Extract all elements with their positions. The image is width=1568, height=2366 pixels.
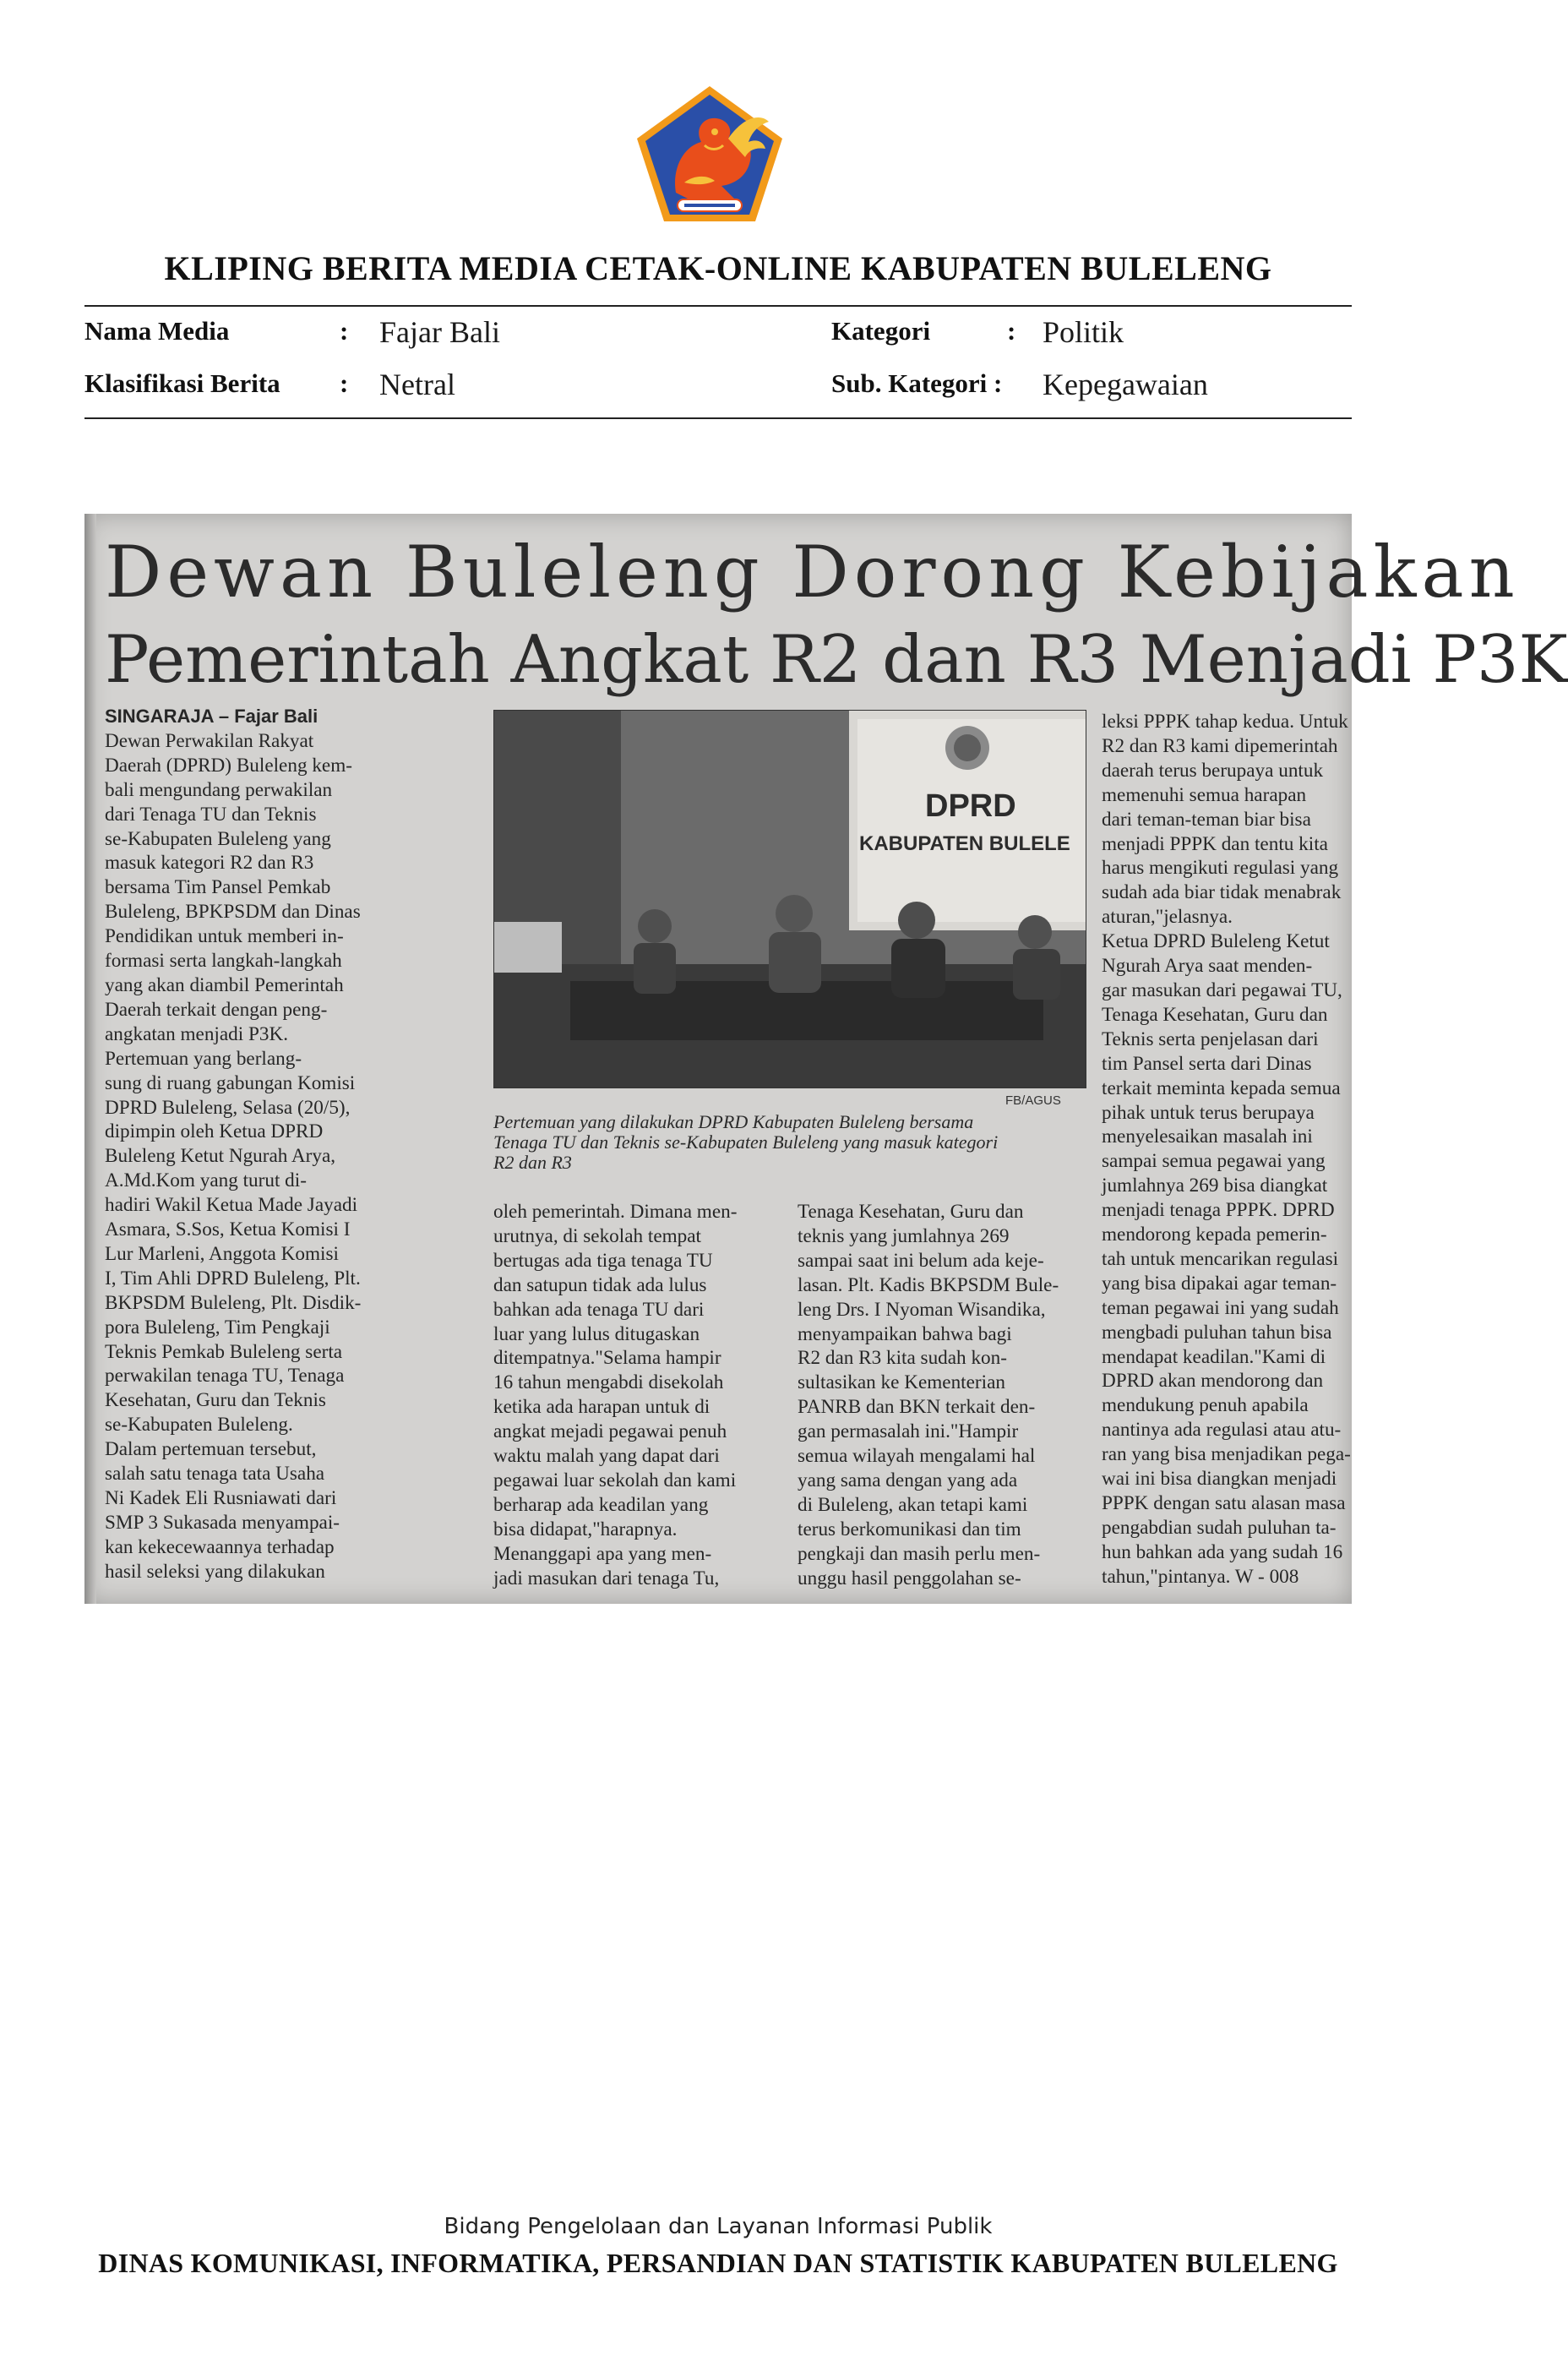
article-text-line: Tenaga Kesehatan, Guru dan xyxy=(1102,1003,1328,1026)
article-text-line: Dewan Perwakilan Rakyat xyxy=(105,729,314,752)
photo-banner-dprd: DPRD xyxy=(925,788,1016,824)
clipping-title: KLIPING BERITA MEDIA CETAK-ONLINE KABUPATEN BULELENG xyxy=(164,249,1272,287)
article-text-line: memenuhi semua harapan xyxy=(1102,783,1307,806)
article-column-4 xyxy=(1102,710,1351,1589)
article-text-line: daerah terus berupaya untuk xyxy=(1102,759,1324,782)
article-text-line: teknis yang jumlahnya 269 xyxy=(798,1224,1010,1247)
article-text-line: Ni Kadek Eli Rusniawati dari xyxy=(105,1487,337,1509)
newspaper-clipping xyxy=(84,514,1568,1604)
article-text-line: Teknis Pemkab Buleleng serta xyxy=(105,1340,343,1363)
article-text-line: SMP 3 Sukasada menyampai- xyxy=(105,1511,340,1534)
article-text-line: luar yang lulus ditugaskan xyxy=(493,1322,700,1345)
photo-credit: FB/AGUS xyxy=(1005,1093,1061,1108)
kategori-colon: : xyxy=(1007,316,1016,346)
article-text-line: ketika ada harapan untuk di xyxy=(493,1396,710,1419)
article-text-line: R2 dan R3 kami dipemerintah xyxy=(1102,734,1338,757)
article-text-line: ran yang bisa menjadikan pega- xyxy=(1102,1443,1351,1466)
article-text-line: Tenaga Kesehatan, Guru dan xyxy=(798,1201,1024,1223)
article-text-line: BKPSDM Buleleng, Plt. Disdik- xyxy=(105,1291,362,1314)
article-text-line: tahun,"pintanya. W - 008 xyxy=(1102,1565,1299,1588)
clipping-page-edge xyxy=(84,514,96,1604)
article-text-line: sultasikan ke Kementerian xyxy=(798,1371,1005,1394)
article-text-line: Teknis serta penjelasan dari xyxy=(1102,1028,1319,1050)
article-text-line: angkatan menjadi P3K. xyxy=(105,1022,289,1045)
caption-line: Pertemuan yang dilakukan DPRD Kabupaten Buleleng bersama xyxy=(493,1111,974,1132)
article-column-1 xyxy=(105,705,476,1584)
article-text-line: ditempatnya."Selama hampir xyxy=(493,1347,721,1370)
article-text-line: sampai saat ini belum ada keje- xyxy=(798,1249,1044,1272)
article-text-line: dipimpin oleh Ketua DPRD xyxy=(105,1120,324,1143)
article-text-line: pora Buleleng, Tim Pengkaji xyxy=(105,1316,330,1338)
article-text-line: R2 dan R3 kita sudah kon- xyxy=(798,1347,1007,1370)
regency-logo-icon xyxy=(634,83,786,225)
article-text-line: gar masukan dari pegawai TU, xyxy=(1102,979,1342,1001)
article-text-line: menjadi tenaga PPPK. DPRD xyxy=(1102,1199,1335,1222)
article-text-line: I, Tim Ahli DPRD Buleleng, Plt. xyxy=(105,1267,361,1289)
article-text-line: se-Kabupaten Buleleng. xyxy=(105,1414,293,1436)
article-text-line: Daerah (DPRD) Buleleng kem- xyxy=(105,754,352,777)
article-text-line: Daerah terkait dengan peng- xyxy=(105,998,328,1021)
article-text-line: di Buleleng, akan tetapi kami xyxy=(798,1493,1028,1516)
article-text-line: Ngurah Arya saat menden- xyxy=(1102,955,1313,978)
article-text-line: PANRB dan BKN terkait den- xyxy=(798,1396,1036,1419)
article-text-line: gan permasalah ini."Hampir xyxy=(798,1420,1019,1443)
headline-line-2: Pemerintah Angkat R2 dan R3 Menjadi P3K xyxy=(105,622,1568,698)
article-text-line: Kesehatan, Guru dan Teknis xyxy=(105,1389,326,1412)
article-text-line: menyampaikan bahwa bagi xyxy=(798,1322,1012,1345)
article-text-line: leng Drs. I Nyoman Wisandika, xyxy=(798,1298,1046,1321)
article-text-line: Menanggapi apa yang men- xyxy=(493,1542,712,1565)
article-text-line: Pertemuan yang berlang- xyxy=(105,1047,302,1070)
sub-kategori-value: Kepegawaian xyxy=(1043,368,1208,401)
article-text-line: mendapat keadilan."Kami di xyxy=(1102,1345,1326,1368)
article-text-line: harus mengikuti regulasi yang xyxy=(1102,857,1339,880)
dateline: SINGARAJA – Fajar Bali xyxy=(105,706,318,727)
article-text-line: mendorong kepada pemerin- xyxy=(1102,1224,1327,1246)
klasifikasi-colon: : xyxy=(340,368,349,398)
caption-line: Tenaga TU dan Teknis se-Kabupaten Buleleng yang masuk kategori xyxy=(493,1131,999,1153)
article-text-line: PPPK dengan satu alasan masa xyxy=(1102,1492,1346,1514)
article-text-line: Buleleng Ketut Ngurah Arya, xyxy=(105,1145,336,1168)
article-text-line: Pendidikan untuk memberi in- xyxy=(105,925,344,948)
article-text-line: menyelesaikan masalah ini xyxy=(1102,1126,1313,1148)
article-text-line: bertugas ada tiga tenaga TU xyxy=(493,1249,713,1272)
kategori-label: Kategori xyxy=(831,316,931,346)
article-text-line: Asmara, S.Sos, Ketua Komisi I xyxy=(105,1218,351,1241)
article-text-line: A.Md.Kom yang turut di- xyxy=(105,1169,307,1192)
sub-kategori-label: Sub. Kategori : xyxy=(831,368,1003,398)
article-text-line: pengkaji dan masih perlu men- xyxy=(798,1542,1041,1565)
article-text-line: se-Kabupaten Buleleng yang xyxy=(105,827,331,850)
article-text-line: dari Tenaga TU dan Teknis xyxy=(105,803,317,826)
article-text-line: sampai semua pegawai yang xyxy=(1102,1150,1326,1173)
article-text-line: dari teman-teman biar bisa xyxy=(1102,808,1311,831)
headline-line-1: Dewan Buleleng Dorong Kebijakan xyxy=(105,531,1520,613)
article-text-line: oleh pemerintah. Dimana men- xyxy=(493,1201,738,1223)
article-text-line: masuk kategori R2 dan R3 xyxy=(105,852,314,875)
article-column-3 xyxy=(798,1200,1085,1591)
article-text-line: Buleleng, BPKPSDM dan Dinas xyxy=(105,901,361,924)
article-text-line: tim Pansel serta dari Dinas xyxy=(1102,1052,1312,1075)
article-text-line: terus berkomunikasi dan tim xyxy=(798,1518,1021,1540)
article-text-line: 16 tahun mengabdi disekolah xyxy=(493,1371,724,1394)
article-text-line: pegawai luar sekolah dan kami xyxy=(493,1469,737,1491)
nama-media-label: Nama Media xyxy=(84,316,230,346)
article-text-line: unggu hasil penggolahan se- xyxy=(798,1567,1021,1589)
meeting-photo xyxy=(493,710,1086,1088)
article-text-line: Dalam pertemuan tersebut, xyxy=(105,1438,317,1461)
article-text-line: formasi serta langkah-langkah xyxy=(105,950,342,973)
article-text-line: Ketua DPRD Buleleng Ketut xyxy=(1102,930,1330,953)
article-text-line: mengbadi puluhan tahun bisa xyxy=(1102,1321,1332,1344)
photo-banner-kabupaten: KABUPATEN BULELE xyxy=(859,832,1070,855)
article-text-line: yang sama dengan yang ada xyxy=(798,1469,1018,1491)
article-text-line: pihak untuk terus berupaya xyxy=(1102,1101,1315,1124)
article-text-line: jadi masukan dari tenaga Tu, xyxy=(493,1567,720,1589)
article-text-line: bisa didapat,"harapnya. xyxy=(493,1518,678,1540)
article-text-line: DPRD akan mendorong dan xyxy=(1102,1370,1324,1393)
article-text-line: terkait meminta kepada semua xyxy=(1102,1077,1341,1099)
article-text-line: teman pegawai ini yang sudah xyxy=(1102,1296,1339,1319)
article-text-line: hasil seleksi yang dilakukan xyxy=(105,1560,325,1583)
article-text-line: angkat mejadi pegawai penuh xyxy=(493,1420,727,1443)
article-text-line: jumlahnya 269 bisa diangkat xyxy=(1102,1175,1328,1197)
article-text-line: semua wilayah mengalami hal xyxy=(798,1445,1036,1468)
article-text-line: leksi PPPK tahap kedua. Untuk xyxy=(1102,711,1348,733)
article-text-line: bali mengundang perwakilan xyxy=(105,778,333,801)
header-bottom-rule xyxy=(84,417,1352,419)
article-column-2 xyxy=(493,1200,781,1591)
article-text-line: hun bahkan ada yang sudah 16 xyxy=(1102,1540,1343,1563)
article-text-line: Lur Marleni, Anggota Komisi xyxy=(105,1242,339,1265)
nama-media-value: Fajar Bali xyxy=(379,315,500,349)
article-text-line: pengabdian sudah puluhan ta- xyxy=(1102,1516,1337,1539)
article-text-line: dan satupun tidak ada lulus xyxy=(493,1273,707,1296)
caption-line: R2 dan R3 xyxy=(493,1152,572,1173)
article-text-line: yang akan diambil Pemerintah xyxy=(105,973,344,996)
article-text-line: waktu malah yang dapat dari xyxy=(493,1445,720,1468)
article-text-line: yang bisa dipakai agar teman- xyxy=(1102,1272,1337,1295)
article-text-line: wai ini bisa diangkan menjadi xyxy=(1102,1468,1337,1491)
article-text-line: nantinya ada regulasi atau atu- xyxy=(1102,1419,1342,1442)
article-text-line: tah untuk mencarikan regulasi xyxy=(1102,1247,1339,1270)
article-text-line: berharap ada keadilan yang xyxy=(493,1493,709,1516)
kategori-value: Politik xyxy=(1043,315,1124,349)
article-text-line: kan kekecewaannya terhadap xyxy=(105,1535,335,1558)
article-text-line: urutnya, di sekolah tempat xyxy=(493,1224,701,1247)
photo-caption xyxy=(493,1112,1085,1173)
footer-agency: DINAS KOMUNIKASI, INFORMATIKA, PERSANDIAN DAN STATISTIK KABUPATEN BULELENG xyxy=(98,2248,1338,2278)
article-text-line: aturan,"jelasnya. xyxy=(1102,906,1233,929)
nama-media-colon: : xyxy=(340,316,349,346)
article-text-line: bahkan ada tenaga TU dari xyxy=(493,1298,705,1321)
article-text-line: mendukung penuh apabila xyxy=(1102,1394,1309,1417)
article-text-line: salah satu tenaga tata Usaha xyxy=(105,1463,325,1486)
article-text-line: perwakilan tenaga TU, Tenaga xyxy=(105,1365,345,1387)
article-text-line: menjadi PPPK dan tentu kita xyxy=(1102,832,1328,855)
klasifikasi-value: Netral xyxy=(379,368,455,401)
article-text-line: sung di ruang gabungan Komisi xyxy=(105,1071,356,1094)
header-top-rule xyxy=(84,305,1352,307)
article-text-line: bersama Tim Pansel Pemkab xyxy=(105,876,331,899)
article-text-line: lasan. Plt. Kadis BKPSDM Bule- xyxy=(798,1273,1059,1296)
article-text-line: hadiri Wakil Ketua Made Jayadi xyxy=(105,1194,358,1217)
article-text-line: sudah ada biar tidak menabrak xyxy=(1102,881,1342,904)
klasifikasi-label: Klasifikasi Berita xyxy=(84,368,280,398)
article-text-line: DPRD Buleleng, Selasa (20/5), xyxy=(105,1096,351,1119)
footer-division: Bidang Pengelolaan dan Layanan Informasi Publik xyxy=(444,2214,993,2239)
